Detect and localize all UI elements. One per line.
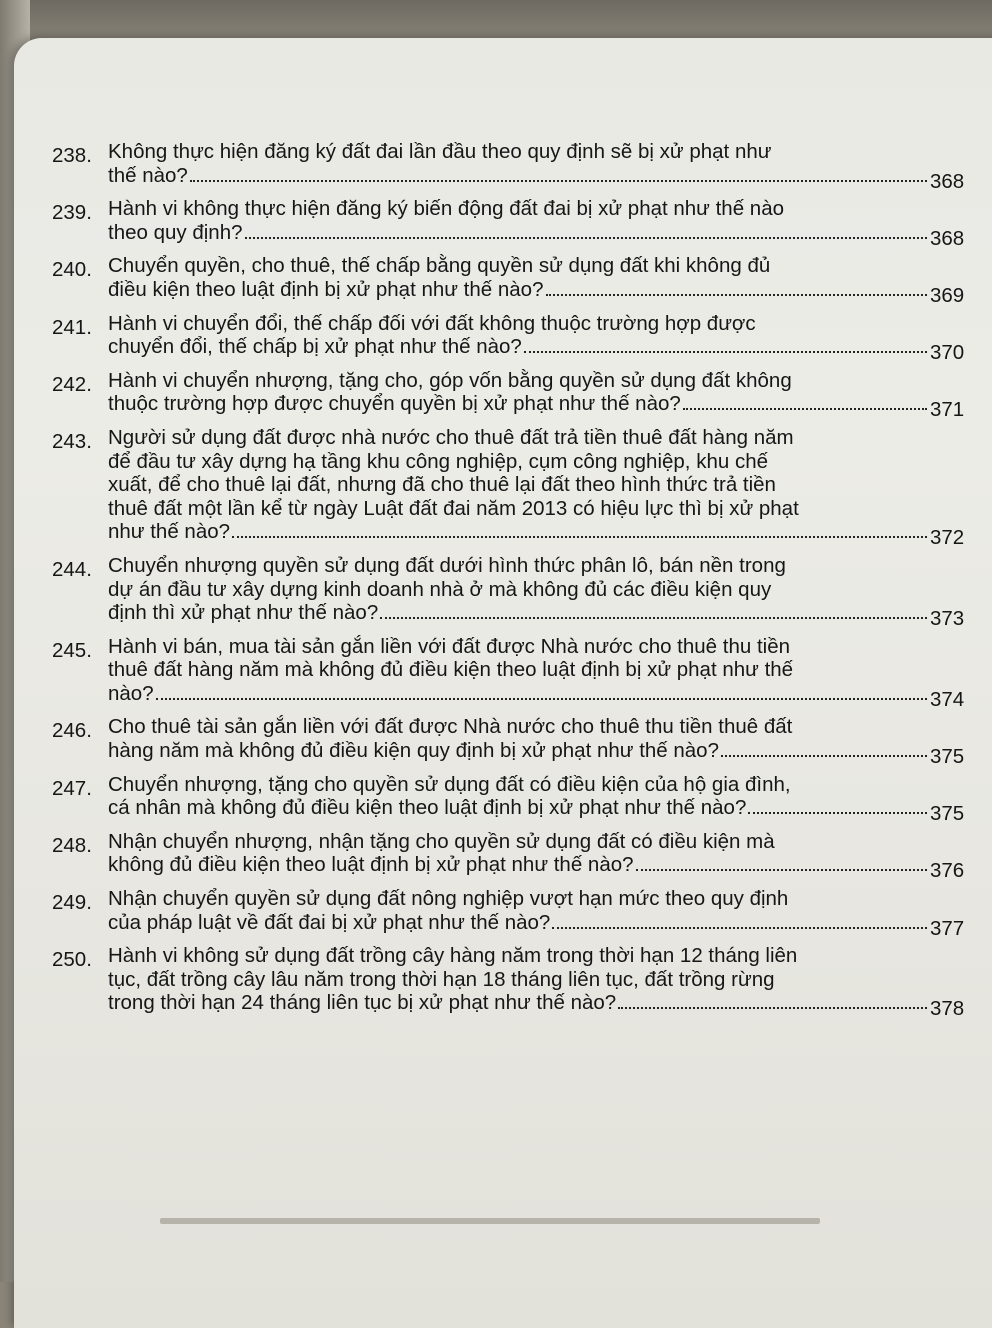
toc-entry-number: 243. (52, 429, 92, 453)
toc-entry (52, 254, 982, 307)
toc-entry-last-line (108, 277, 970, 307)
toc-entry-text (108, 553, 970, 631)
toc-page-number: 377 (930, 916, 965, 940)
toc-entry-text (108, 944, 970, 1021)
toc-entry-line: Chuyển nhượng, tặng cho quyền sử dụng đất có điều kiện của hộ gia đình, (108, 772, 791, 796)
dot-leader (380, 617, 927, 619)
toc-entry-text (108, 311, 970, 365)
toc-entry-last-line (108, 796, 970, 826)
toc-entry-last-line (108, 520, 970, 550)
toc-entry-number: 248. (52, 833, 92, 857)
toc-entry (52, 772, 982, 826)
toc-entry-line: Nhận chuyển quyền sử dụng đất nông nghiệp vượt hạn mức theo quy định (108, 887, 789, 911)
toc-entry-line: định thì xử phạt như thế nào? (108, 601, 379, 625)
dot-leader (156, 698, 927, 700)
toc-entry-line: Nhận chuyển nhượng, nhận tặng cho quyền sử dụng đất có điều kiện mà (108, 829, 775, 853)
toc-page-number: 376 (930, 859, 965, 883)
dot-leader (748, 812, 927, 814)
toc-entry (52, 553, 982, 631)
toc-entry-line: theo quy định? (108, 220, 243, 244)
toc-entry-number: 250. (52, 948, 92, 972)
toc-entry (52, 829, 982, 883)
toc-entry-number: 242. (52, 372, 92, 396)
toc-entry-text (108, 254, 970, 307)
toc-entry-line: của pháp luật về đất đai bị xử phạt như thế nào? (108, 910, 551, 934)
toc-entry (52, 197, 982, 250)
toc-entry-text (108, 425, 970, 550)
toc-entry-last-line (108, 335, 970, 365)
toc-entry-line: thuộc trường hợp được chuyển quyền bị xử phạt như thế nào? (108, 392, 681, 416)
toc-entry (52, 634, 982, 711)
toc-entry-number: 244. (52, 557, 92, 581)
toc-entry-last-line (108, 601, 970, 631)
dot-leader (552, 927, 927, 929)
toc-entry (52, 311, 982, 365)
toc-entry-line: không đủ điều kiện theo luật định bị xử phạt như thế nào? (108, 853, 634, 877)
toc-entry-last-line (108, 220, 970, 250)
toc-page-number: 371 (930, 398, 965, 422)
toc-entry-line: Người sử dụng đất được nhà nước cho thuê đất trả tiền thuê đất hàng năm (108, 425, 794, 449)
toc-entry (52, 425, 982, 550)
toc-entry-line: nào? (108, 681, 154, 705)
toc-entry-line: thuê đất hàng năm mà không đủ điều kiện theo luật định bị xử phạt như thế (108, 658, 794, 682)
toc-entry-last-line (108, 163, 970, 193)
toc-entry-number: 249. (52, 891, 92, 915)
toc-entry-line: trong thời hạn 24 tháng liên tục bị xử phạt như thế nào? (108, 991, 617, 1015)
toc-entry-line: Không thực hiện đăng ký đất đai lần đầu theo quy định sẽ bị xử phạt như (108, 140, 772, 163)
toc-page-number: 372 (930, 526, 965, 550)
dot-leader (721, 755, 927, 757)
toc-entry-last-line (108, 991, 970, 1021)
dot-leader (546, 294, 928, 296)
toc-entry-text (108, 772, 970, 826)
table-of-contents (52, 140, 982, 1025)
toc-page-number: 370 (930, 341, 965, 365)
toc-entry-number: 246. (52, 719, 92, 743)
toc-page-number: 373 (930, 607, 965, 631)
toc-entry-line: để đầu tư xây dựng hạ tầng khu công nghiệp, cụm công nghiệp, khu chế (108, 449, 768, 473)
dot-leader (245, 237, 927, 239)
toc-entry-line: Hành vi chuyển nhượng, tặng cho, góp vốn bằng quyền sử dụng đất không (108, 368, 792, 392)
toc-entry-text (108, 715, 970, 769)
toc-entry-line: Hành vi không thực hiện đăng ký biến động đất đai bị xử phạt như thế nào (108, 197, 784, 221)
toc-entry-line: dự án đầu tư xây dựng kinh doanh nhà ở mà không đủ các điều kiện quy (108, 577, 772, 601)
toc-entry-text (108, 829, 970, 883)
toc-entry-number: 238. (52, 144, 92, 167)
toc-entry-line: Hành vi không sử dụng đất trồng cây hàng năm trong thời hạn 12 tháng liên (108, 944, 798, 968)
toc-entry-text (108, 197, 970, 250)
toc-entry-line: Cho thuê tài sản gắn liền với đất được Nhà nước cho thuê thu tiền thuê đất (108, 715, 793, 739)
toc-entry-last-line (108, 392, 970, 422)
toc-entry-text (108, 887, 970, 940)
toc-entry-line: hàng năm mà không đủ điều kiện quy định bị xử phạt như thế nào? (108, 739, 719, 763)
toc-entry (52, 944, 982, 1021)
toc-entry (52, 368, 982, 422)
toc-entry-line: Hành vi bán, mua tài sản gắn liền với đất được Nhà nước cho thuê thu tiền (108, 634, 791, 658)
toc-entry-number: 241. (52, 315, 92, 339)
toc-entry-last-line (108, 910, 970, 940)
toc-entry-line: chuyển đổi, thế chấp bị xử phạt như thế nào? (108, 335, 522, 359)
toc-page-number: 378 (930, 997, 965, 1021)
toc-entry-text (108, 368, 970, 422)
toc-entry-line: thuê đất một lần kể từ ngày Luật đất đai năm 2013 có hiệu lực thì bị xử phạt (108, 496, 799, 520)
dot-leader (524, 351, 927, 353)
toc-entry (52, 140, 982, 193)
dot-leader (190, 180, 927, 182)
toc-entry-line: cá nhân mà không đủ điều kiện theo luật định bị xử phạt như thế nào? (108, 796, 747, 820)
toc-entry-line: như thế nào? (108, 520, 231, 544)
toc-entry-number: 240. (52, 258, 92, 282)
toc-entry-line: Hành vi chuyển đổi, thế chấp đối với đất không thuộc trường hợp được (108, 311, 756, 335)
toc-page-number: 368 (930, 226, 965, 250)
toc-entry-last-line (108, 853, 970, 883)
dot-leader (232, 536, 927, 538)
toc-entry-line: xuất, để cho thuê lại đất, nhưng đã cho thuê lại đất theo hình thức trả tiền (108, 473, 776, 497)
toc-entry-last-line (108, 739, 970, 769)
toc-page-number: 375 (930, 802, 965, 826)
toc-entry-line: thế nào? (108, 163, 188, 187)
dot-leader (683, 408, 927, 410)
dot-leader (636, 869, 927, 871)
toc-entry-number: 245. (52, 638, 92, 662)
toc-entry-last-line (108, 681, 970, 711)
toc-entry (52, 887, 982, 940)
toc-entry-number: 247. (52, 776, 92, 800)
toc-entry-number: 239. (52, 201, 92, 225)
toc-entry-line: Chuyển nhượng quyền sử dụng đất dưới hình thức phân lô, bán nền trong (108, 553, 786, 577)
dot-leader (618, 1007, 927, 1009)
toc-page-number: 368 (930, 169, 965, 193)
toc-entry-text (108, 634, 970, 711)
toc-page-number: 374 (930, 687, 965, 711)
toc-page-number: 369 (930, 283, 965, 307)
toc-entry-line: Chuyển quyền, cho thuê, thế chấp bằng quyền sử dụng đất khi không đủ (108, 254, 771, 278)
bleed-through-rule (160, 1218, 820, 1224)
toc-entry-text (108, 140, 970, 193)
toc-entry-line: tục, đất trồng cây lâu năm trong thời hạn 18 tháng liên tục, đất trồng rừng (108, 967, 775, 991)
toc-page-number: 375 (930, 745, 965, 769)
toc-entry (52, 715, 982, 769)
toc-entry-line: điều kiện theo luật định bị xử phạt như thế nào? (108, 277, 544, 301)
